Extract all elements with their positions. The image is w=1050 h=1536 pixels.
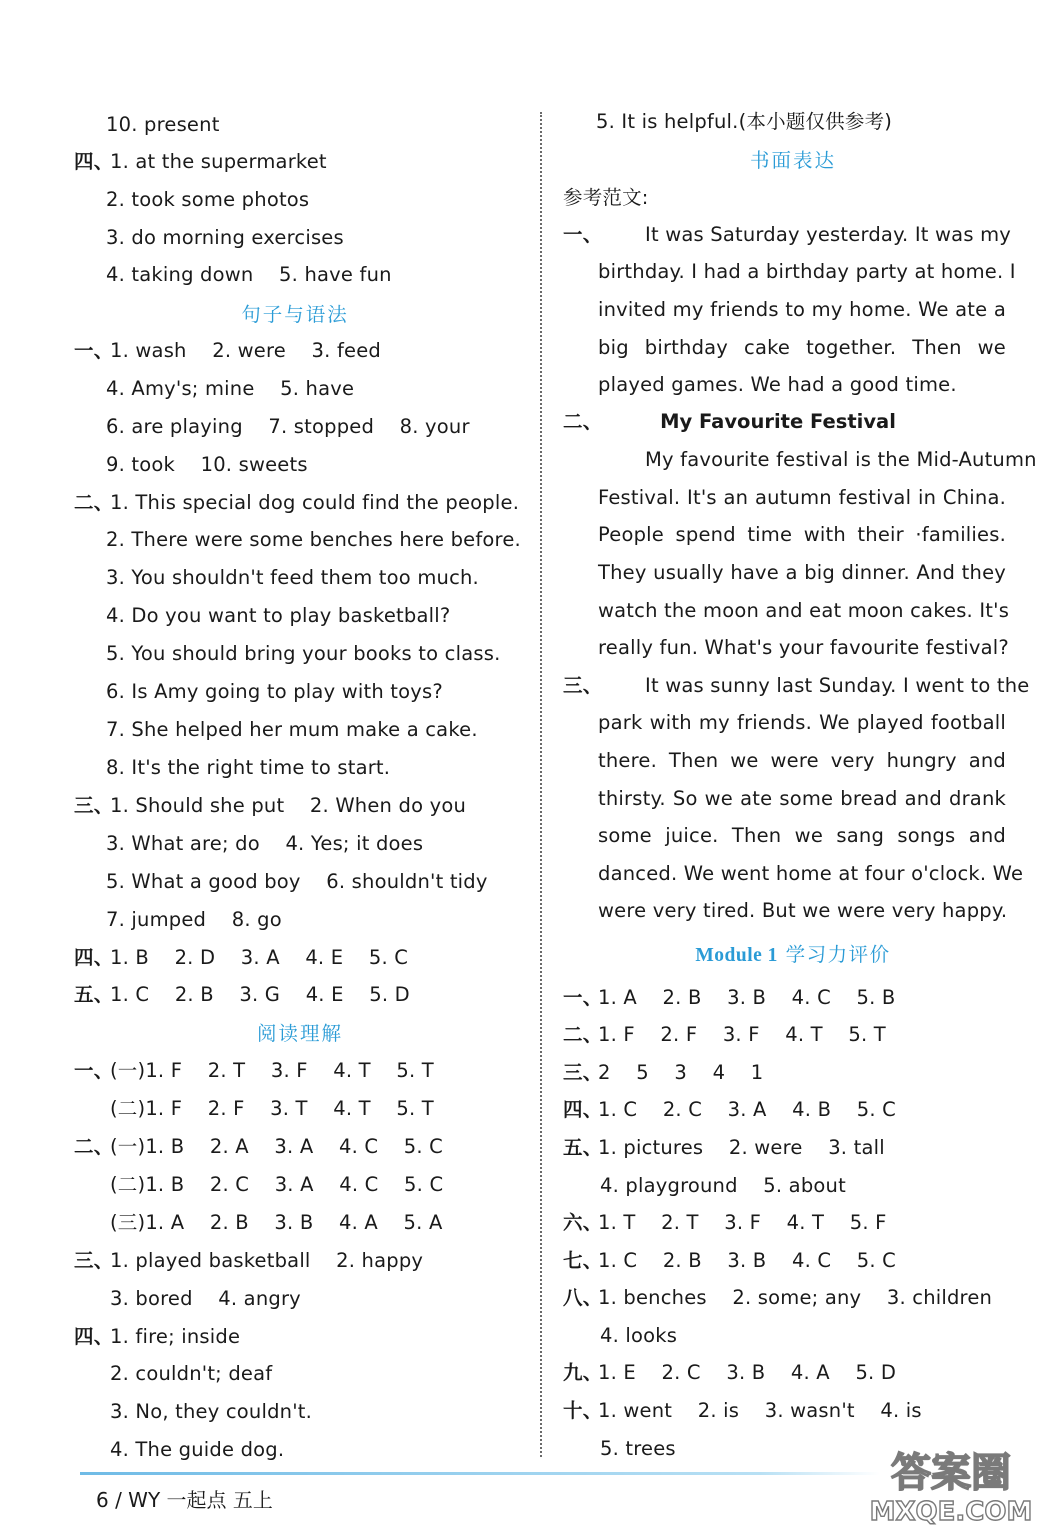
answer-line: (二)1. F 2. F 3. T 4. T 5. T — [110, 1097, 434, 1120]
answer-line: 8. It's the right time to start. — [106, 756, 391, 779]
section-marker: 七、 — [563, 1249, 603, 1272]
section-marker: 二、 — [563, 1023, 603, 1046]
answer-line: 9. took 10. sweets — [106, 453, 308, 476]
section-marker: 五、 — [74, 983, 114, 1006]
answer-line: 1. at the supermarket — [110, 150, 327, 173]
answer-line: 5. It is helpful.(本小题仅供参考) — [596, 110, 893, 133]
module-heading-cn: 学习力评价 — [777, 943, 891, 966]
section-marker: 三、 — [74, 1249, 114, 1272]
section-marker: 一、 — [563, 223, 603, 246]
answer-line: 2. There were some benches here before. — [106, 528, 521, 551]
answer-line: 1. wash 2. were 3. feed — [110, 339, 381, 362]
footer-rule — [80, 1472, 880, 1475]
section-marker: 十、 — [563, 1399, 603, 1422]
answer-line: 4. looks — [600, 1324, 678, 1347]
essay-line: some juice. Then we sang songs and — [598, 824, 1006, 847]
answer-line: (一)1. B 2. A 3. A 4. C 5. C — [110, 1135, 443, 1158]
section-heading-writing: 书面表达 — [749, 149, 836, 172]
answer-line: 1. C 2. C 3. A 4. B 5. C — [598, 1098, 896, 1121]
answer-line: 5. You should bring your books to class. — [106, 642, 501, 665]
page-footer: 6 / WY 一起点 五上 — [96, 1488, 273, 1512]
answer-line: 5. trees — [600, 1437, 676, 1460]
section-marker: 三、 — [74, 794, 114, 817]
answer-line: 4. playground 5. about — [600, 1174, 846, 1197]
section-marker: 二、 — [563, 410, 603, 433]
section-marker: 四、 — [74, 946, 114, 969]
answer-line: 3. bored 4. angry — [110, 1287, 301, 1310]
answer-line: 1. benches 2. some; any 3. children — [598, 1286, 993, 1309]
answer-line: 1. T 2. T 3. F 4. T 5. F — [598, 1211, 887, 1234]
answer-line: 2. couldn't; deaf — [110, 1362, 273, 1385]
answer-line: 2. took some photos — [106, 188, 310, 211]
module-heading-en: Module 1 — [695, 945, 778, 966]
section-marker: 四、 — [74, 150, 114, 173]
answer-line: (二)1. B 2. C 3. A 4. C 5. C — [110, 1173, 444, 1196]
answer-line: 1. Should she put 2. When do you — [110, 794, 467, 817]
answer-line: 1. pictures 2. were 3. tall — [598, 1136, 885, 1159]
section-marker: 一、 — [563, 986, 603, 1009]
essay-line: big birthday cake together. Then we — [598, 336, 1006, 359]
essay-line: park with my friends. We played football — [598, 711, 1006, 734]
section-marker: 五、 — [563, 1136, 603, 1159]
answer-line: 10. present — [106, 113, 220, 136]
watermark-text: 答案圈 — [891, 1450, 1011, 1496]
answer-line: 7. jumped 8. go — [106, 908, 282, 931]
essay-line: played games. We had a good time. — [598, 373, 957, 396]
answer-line: 4. taking down 5. have fun — [106, 263, 392, 286]
section-heading-reading: 阅读理解 — [256, 1022, 343, 1045]
answer-line: 3. You shouldn't feed them too much. — [106, 566, 479, 589]
essay-line: birthday. I had a birthday party at home. I — [598, 260, 1016, 283]
section-marker: 四、 — [563, 1098, 603, 1121]
answer-line: 4. The guide dog. — [110, 1438, 285, 1461]
essay-line: invited my friends to my home. We ate a — [598, 298, 1006, 321]
section-marker: 一、 — [74, 339, 114, 362]
section-marker: 二、 — [74, 1135, 114, 1158]
essay-line: danced. We went home at four o'clock. We — [598, 862, 1024, 885]
answer-line: 6. are playing 7. stopped 8. your — [106, 415, 470, 438]
essay-line: Festival. It's an autumn festival in China. — [598, 486, 1006, 509]
section-marker: 一、 — [74, 1059, 114, 1082]
section-marker: 四、 — [74, 1325, 114, 1348]
essay-line: It was sunny last Sunday. I went to the — [645, 674, 1030, 697]
essay-line: thirsty. So we ate some bread and drank — [598, 787, 1006, 810]
answer-line: 1. This special dog could find the people. — [110, 491, 520, 514]
section-marker: 九、 — [563, 1361, 603, 1384]
answer-line: 1. F 2. F 3. F 4. T 5. T — [598, 1023, 886, 1046]
section-heading-grammar: 句子与语法 — [241, 303, 349, 326]
essay-line: My favourite festival is the Mid-Autumn — [645, 448, 1037, 471]
watermark-url: MXQE.COM — [869, 1497, 1033, 1527]
answer-line: (一)1. F 2. T 3. F 4. T 5. T — [110, 1059, 434, 1082]
answer-line: 1. E 2. C 3. B 4. A 5. D — [598, 1361, 897, 1384]
answer-line: 3. do morning exercises — [106, 226, 344, 249]
answer-line: 7. She helped her mum make a cake. — [106, 718, 478, 741]
essay-line: They usually have a big dinner. And they — [598, 561, 1006, 584]
answer-line: 3. What are; do 4. Yes; it does — [106, 832, 424, 855]
watermark-logo — [866, 1444, 1036, 1528]
section-marker: 八、 — [563, 1286, 603, 1309]
essay-title: My Favourite Festival — [660, 410, 896, 433]
answer-line: 1. C 2. B 3. B 4. C 5. C — [598, 1249, 896, 1272]
essay-line: were very tired. But we were very happy. — [598, 899, 1008, 922]
reference-label: 参考范文: — [563, 186, 649, 209]
essay-line: really fun. What's your favourite festival? — [598, 636, 1009, 659]
answer-line: 1. C 2. B 3. G 4. E 5. D — [110, 983, 410, 1006]
answer-line: 1. fire; inside — [110, 1325, 241, 1348]
answer-line: 3. No, they couldn't. — [110, 1400, 313, 1423]
answer-line: 1. went 2. is 3. wasn't 4. is — [598, 1399, 922, 1422]
section-heading-module — [648, 942, 938, 969]
answer-line: 4. Do you want to play basketball? — [106, 604, 451, 627]
answer-line: 5. What a good boy 6. shouldn't tidy — [106, 870, 488, 893]
answer-line: 4. Amy's; mine 5. have — [106, 377, 355, 400]
essay-line: It was Saturday yesterday. It was my — [645, 223, 1012, 246]
section-marker: 二、 — [74, 491, 114, 514]
essay-line: there. Then we were very hungry and — [598, 749, 1006, 772]
answer-line: 1. A 2. B 3. B 4. C 5. B — [598, 986, 896, 1009]
answer-line: 2 5 3 4 1 — [598, 1061, 764, 1084]
answer-line: 6. Is Amy going to play with toys? — [106, 680, 443, 703]
column-divider — [540, 112, 542, 1457]
section-marker: 三、 — [563, 674, 603, 697]
essay-line: watch the moon and eat moon cakes. It's — [598, 599, 1010, 622]
section-marker: 六、 — [563, 1211, 603, 1234]
answer-line: 1. B 2. D 3. A 4. E 5. C — [110, 946, 409, 969]
answer-line: (三)1. A 2. B 3. B 4. A 5. A — [110, 1211, 443, 1234]
answer-line: 1. played basketball 2. happy — [110, 1249, 424, 1272]
section-marker: 三、 — [563, 1061, 603, 1084]
essay-line: People spend time with their ·families. — [598, 523, 1006, 546]
